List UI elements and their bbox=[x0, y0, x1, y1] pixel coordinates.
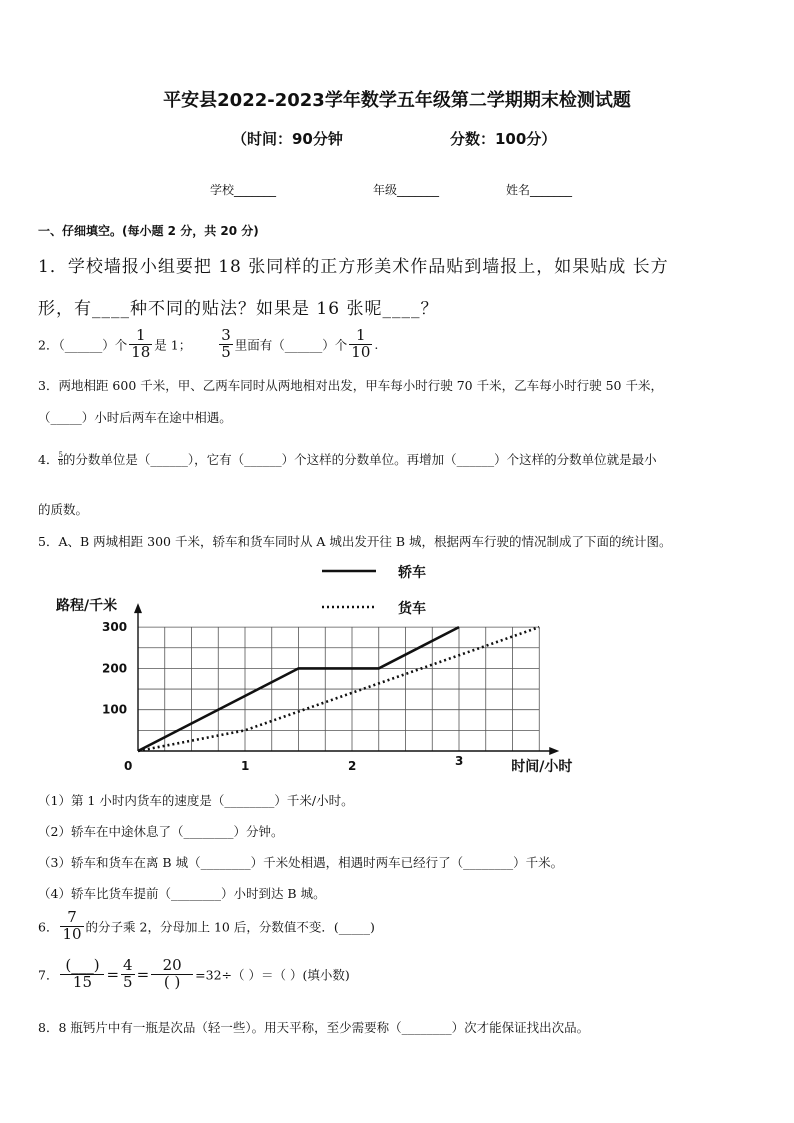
x-axis-arrow-icon bbox=[549, 747, 559, 755]
school-field[interactable]: 学校_______ bbox=[210, 183, 277, 197]
fraction bbox=[219, 328, 233, 361]
numerator: 1 bbox=[129, 328, 152, 345]
q2-text-1: 2．（______）个 bbox=[38, 337, 128, 353]
equals-sign: = bbox=[106, 965, 120, 984]
q2-text-3: 里面有（______）个 bbox=[234, 337, 348, 353]
denominator: 8 bbox=[58, 458, 63, 467]
q1-line1: 1．学校墙报小组要把 18 张同样的正方形美术作品贴到墙报上，如果贴成 长方 bbox=[38, 257, 669, 277]
q7-text-1: 7． bbox=[38, 967, 59, 983]
chart-legend bbox=[322, 564, 426, 617]
numerator: 1 bbox=[349, 328, 372, 345]
x-tick-label: 1 bbox=[241, 759, 250, 773]
numerator: (___) bbox=[60, 958, 104, 975]
q4-line1 bbox=[38, 450, 657, 468]
q2 bbox=[38, 328, 378, 361]
denominator: 5 bbox=[221, 342, 231, 361]
q3-line2: （_____）小时后两车在途中相遇。 bbox=[38, 410, 232, 425]
numerator: 3 bbox=[221, 326, 231, 344]
legend-label: 轿车 bbox=[398, 565, 426, 581]
numerator: 7 bbox=[60, 910, 83, 927]
numerator: 5 bbox=[58, 450, 63, 459]
q4-text-2: 的分数单位是（______），它有（______）个这样的分数单位。再增加（______）个这样的分数单位就是最小 bbox=[62, 452, 657, 467]
q8: 8．8 瓶钙片中有一瓶是次品（轻一些）。用天平称，至少需要称（________）次才能保证找出次品。 bbox=[38, 1020, 590, 1035]
grade-field[interactable]: 年级_______ bbox=[373, 183, 440, 197]
q5-intro: 5．A、B 两城相距 300 千米，轿车和货车同时从 A 城出发开往 B 城，根据两车行驶的情况制成了下面的统计图。 bbox=[38, 534, 672, 549]
q4-line2: 的质数。 bbox=[38, 502, 89, 517]
q4-text-1: 4． bbox=[38, 452, 59, 467]
denominator: 10 bbox=[351, 342, 371, 361]
y-axis-arrow-icon bbox=[134, 603, 142, 613]
fraction bbox=[349, 328, 372, 361]
q1-line2: 形，有____种不同的贴法？如果是 16 张呢____？ bbox=[38, 299, 439, 319]
fraction bbox=[60, 910, 83, 943]
numerator: 4 bbox=[123, 956, 133, 974]
q5-sub3: （3）轿车和货车在离 B 城（________）千米处相遇，相遇时两车已经行了（________）千米。 bbox=[38, 855, 564, 870]
exam-score: 分数：100分） bbox=[450, 130, 557, 148]
denominator: 18 bbox=[131, 342, 151, 361]
denominator: 10 bbox=[62, 924, 82, 943]
y-axis-label: 路程/千米 bbox=[56, 598, 118, 614]
q6-text-2: 的分子乘 2，分母加上 10 后，分数值不变．(_____) bbox=[85, 919, 375, 935]
chart-axes bbox=[134, 603, 559, 755]
equals-sign: = bbox=[136, 965, 150, 984]
q7 bbox=[38, 958, 350, 991]
q5-sub2: （2）轿车在中途休息了（________）分钟。 bbox=[38, 824, 284, 839]
exam-time: （时间：90分钟 bbox=[232, 130, 343, 148]
fraction bbox=[129, 328, 152, 361]
x-tick-label: 3 bbox=[455, 754, 464, 768]
chart-ticks bbox=[102, 620, 463, 773]
q5-sub1: （1）第 1 小时内货车的速度是（________）千米/小时。 bbox=[38, 793, 354, 808]
fraction bbox=[121, 958, 135, 991]
denominator: 5 bbox=[123, 972, 133, 991]
y-tick-label: 100 bbox=[102, 702, 128, 717]
q2-text-4: . bbox=[374, 336, 379, 352]
x-axis-label: 时间/小时 bbox=[511, 759, 573, 775]
denominator: ( ) bbox=[163, 972, 181, 991]
fraction bbox=[60, 958, 104, 991]
legend-label: 货车 bbox=[398, 601, 426, 617]
page-title: 平安县2022-2023学年数学五年级第二学期期末检测试题 bbox=[163, 90, 631, 111]
y-tick-label: 300 bbox=[102, 620, 128, 635]
y-tick-label: 200 bbox=[102, 661, 128, 676]
q6-text-1: 6． bbox=[38, 919, 59, 935]
distance-time-chart bbox=[40, 556, 600, 781]
q6 bbox=[38, 910, 375, 943]
q7-tail: =32÷（ ）＝（ ）(填小数) bbox=[195, 967, 350, 983]
denominator: 15 bbox=[72, 972, 92, 991]
q3-line1: 3．两地相距 600 千米，甲、乙两车同时从两地相对出发，甲车每小时行驶 70 千米，乙车每小时行驶 50 千米， bbox=[38, 378, 663, 393]
x-tick-label: 0 bbox=[124, 759, 133, 773]
fraction bbox=[151, 958, 193, 991]
numerator: 20 bbox=[151, 958, 193, 975]
q2-text-2: 是 1； bbox=[154, 337, 192, 353]
section-heading: 一、仔细填空。(每小题 2 分，共 20 分) bbox=[38, 224, 259, 238]
x-tick-label: 2 bbox=[348, 759, 357, 773]
q5-sub4: （4）轿车比货车提前（________）小时到达 B 城。 bbox=[38, 886, 326, 901]
chart-grid bbox=[138, 627, 539, 751]
name-field[interactable]: 姓名_______ bbox=[506, 183, 573, 197]
